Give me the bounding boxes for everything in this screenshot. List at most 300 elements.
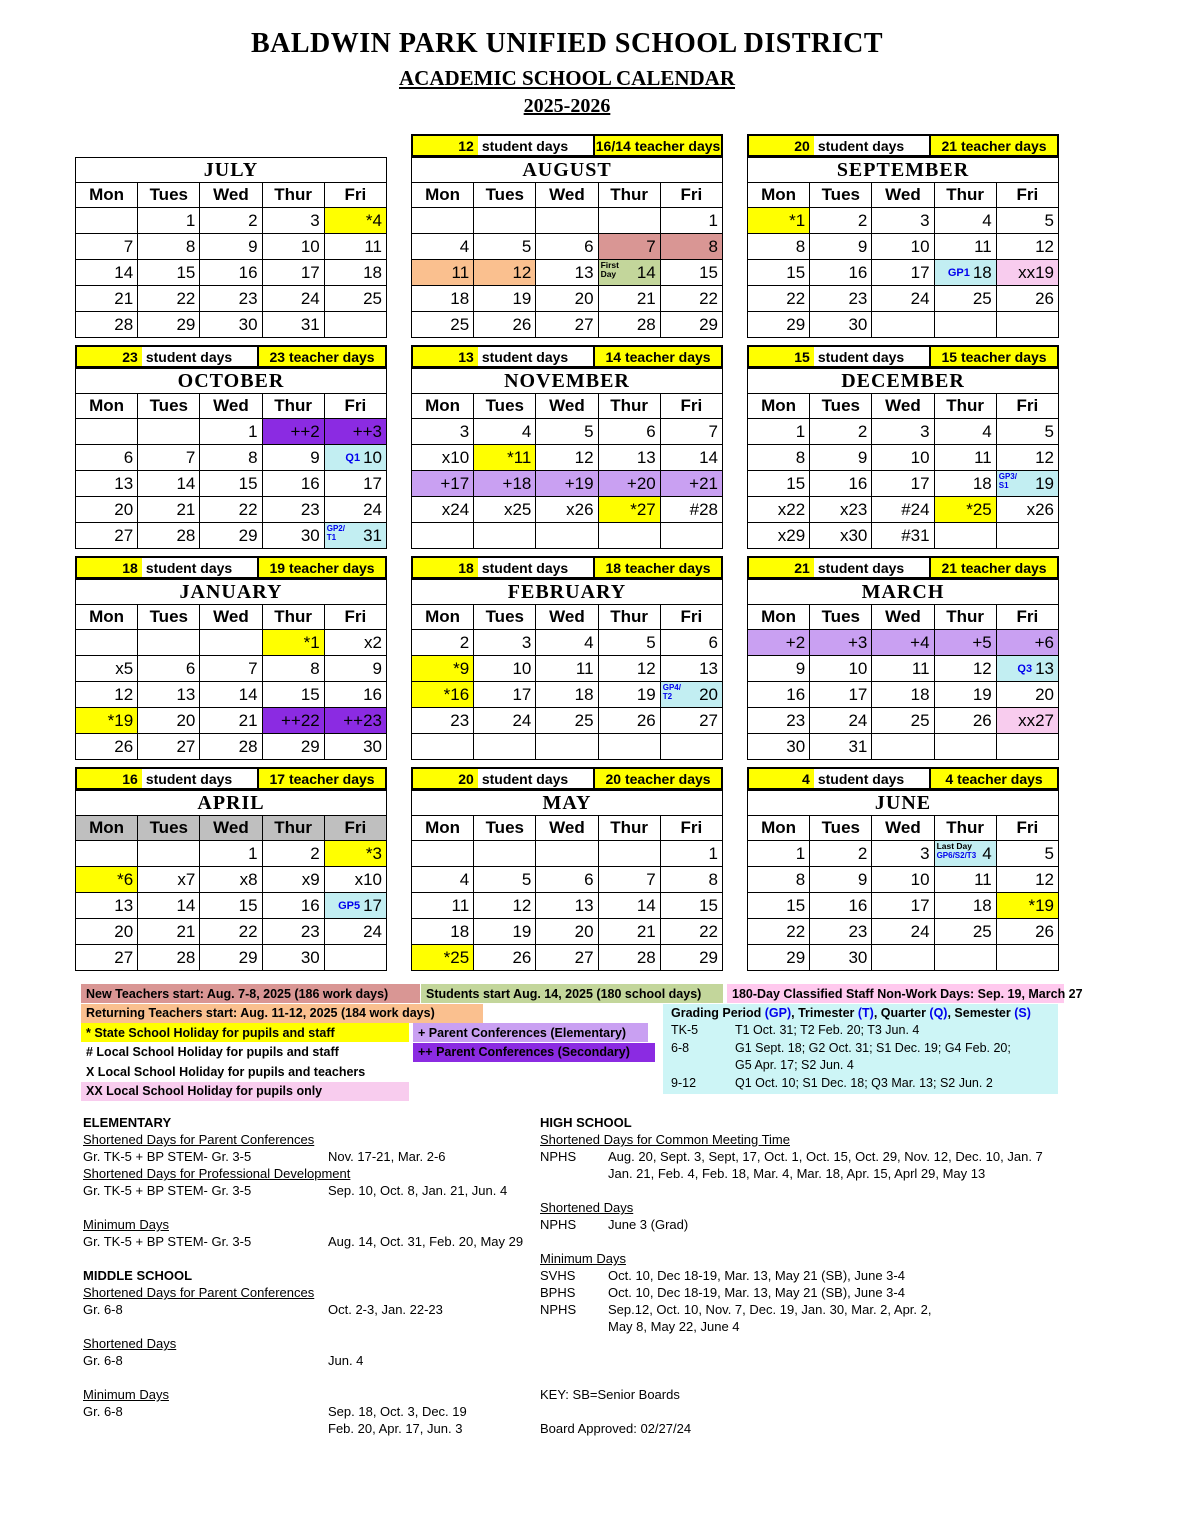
day-number: 10 — [848, 658, 868, 678]
day-number: 5 — [521, 236, 532, 256]
day-cell — [76, 523, 138, 549]
day-cell — [660, 208, 722, 234]
day-cell — [200, 445, 262, 471]
blank-line — [540, 1335, 1059, 1352]
day-annotation — [327, 524, 345, 542]
day-number: 29 — [238, 947, 258, 967]
month-october — [75, 345, 387, 549]
schedule-label: NPHS — [540, 1302, 577, 1317]
day-number: 27 — [114, 947, 134, 967]
day-cell — [200, 708, 262, 734]
day-cell — [76, 419, 138, 445]
teacher-days-cell: 17 teacher days — [259, 767, 387, 790]
day-number: 24 — [910, 921, 930, 941]
student-days-count: 23 — [77, 347, 142, 366]
day-number: *4 — [365, 210, 382, 230]
day-cell — [810, 656, 872, 682]
day-number: 27 — [574, 314, 594, 334]
month-name: APRIL — [76, 791, 387, 816]
section-subheading: Shortened Days — [83, 1336, 177, 1351]
day-cell — [262, 841, 324, 867]
month-january — [75, 556, 387, 760]
day-number: 12 — [512, 895, 532, 915]
day-number: 24 — [363, 499, 382, 519]
day-number: 8 — [795, 447, 806, 467]
day-cell — [810, 523, 872, 549]
day-number: 2 — [248, 210, 258, 230]
month-name-row — [76, 369, 387, 394]
day-cell — [872, 312, 934, 338]
day-cell — [324, 682, 386, 708]
day-number: ++22 — [280, 710, 320, 730]
calendar-table — [411, 579, 723, 760]
grading-annotation-line: GP6/S2/T3 — [936, 851, 977, 860]
month-name: OCTOBER — [76, 369, 387, 394]
day-cell — [76, 286, 138, 312]
week-row — [748, 208, 1059, 234]
legend-state-holiday: * State School Holiday for pupils and staff — [81, 1023, 409, 1042]
grading-row-6-8 — [671, 1040, 1058, 1075]
section-subheading: Shortened Days — [540, 1200, 634, 1215]
grading-header-segment: (T) — [857, 1005, 874, 1020]
day-number: 18 — [574, 684, 594, 704]
schedule-dates: Sep.12, Oct. 10, Nov. 7, Dec. 19, Jan. 30, Mar. 2, Apr. 2, — [608, 1302, 932, 1317]
month-name-row — [76, 580, 387, 605]
month-march — [747, 556, 1059, 760]
day-number: 24 — [363, 921, 382, 941]
day-cell — [810, 471, 872, 497]
day-number: 13 — [699, 658, 718, 678]
day-number: 12 — [636, 658, 656, 678]
day-cell — [138, 630, 200, 656]
day-cell — [934, 497, 996, 523]
day-number: 30 — [300, 947, 320, 967]
grading-tag: GP5 — [338, 899, 361, 912]
day-cell — [76, 656, 138, 682]
day-cell — [872, 841, 934, 867]
week-row — [76, 286, 387, 312]
day-cell — [660, 471, 722, 497]
day-number: 3 — [459, 421, 470, 441]
weekday-tues: Tues — [474, 605, 536, 630]
grading-header-segment: (Q) — [929, 1005, 948, 1020]
legend-returning-teachers: Returning Teachers start: Aug. 11-12, 2025 (184 work days) — [81, 1004, 483, 1023]
day-cell — [598, 893, 660, 919]
day-number: 26 — [636, 710, 656, 730]
day-cell — [536, 234, 598, 260]
day-cell — [598, 419, 660, 445]
schedule-label: Gr. TK-5 + BP STEM- Gr. 3-5 — [83, 1183, 252, 1198]
day-cell — [872, 867, 934, 893]
day-cell — [872, 945, 934, 971]
day-number: x9 — [301, 869, 320, 889]
schedule-row — [83, 1182, 540, 1199]
schedule-row — [83, 1233, 540, 1250]
day-number: 12 — [114, 684, 134, 704]
day-number: 16 — [238, 262, 258, 282]
day-number: 20 — [114, 499, 134, 519]
calendar-table — [75, 790, 387, 971]
month-june — [747, 767, 1059, 971]
week-row — [748, 471, 1059, 497]
day-number: 22 — [786, 921, 806, 941]
day-cell — [598, 523, 660, 549]
week-row — [748, 708, 1059, 734]
weekday-thur: Thur — [262, 183, 324, 208]
student-days-label: student days — [817, 348, 905, 365]
day-number: 10 — [910, 236, 930, 256]
schedule-row — [83, 1352, 540, 1369]
schedule-dates: Oct. 2-3, Jan. 22-23 — [328, 1302, 443, 1317]
week-row — [748, 919, 1059, 945]
week-row — [412, 708, 723, 734]
day-number: 7 — [646, 236, 656, 256]
day-cell — [262, 471, 324, 497]
schedule-dates: June 3 (Grad) — [608, 1217, 689, 1232]
month-name-row — [76, 158, 387, 183]
day-cell — [474, 945, 536, 971]
day-number: 15 — [238, 473, 258, 493]
teacher-days-cell: 16/14 teacher days — [595, 134, 723, 157]
day-cell — [996, 471, 1058, 497]
teacher-days-cell: 21 teacher days — [931, 134, 1059, 157]
day-cell — [660, 234, 722, 260]
day-cell — [660, 312, 722, 338]
student-days-label: student days — [817, 770, 905, 787]
week-row — [412, 419, 723, 445]
week-row — [76, 234, 387, 260]
calendar-table — [411, 368, 723, 549]
week-row — [76, 841, 387, 867]
day-cell — [412, 286, 474, 312]
day-number: 25 — [574, 710, 594, 730]
day-annotation — [999, 472, 1017, 490]
weekday-fri: Fri — [324, 394, 386, 419]
schedule-dates: Oct. 10, Dec 18-19, Mar. 13, May 21 (SB), June 3-4 — [608, 1268, 905, 1283]
day-number: 3 — [920, 843, 930, 863]
calendar-table — [747, 368, 1059, 549]
student-days-label: student days — [817, 559, 905, 576]
day-cell — [660, 893, 722, 919]
weekday-mon: Mon — [412, 394, 474, 419]
day-number: 18 — [450, 921, 470, 941]
schedule-label: Gr. 6-8 — [83, 1404, 123, 1419]
day-number: 28 — [176, 947, 196, 967]
day-cell — [262, 260, 324, 286]
teacher-days-cell: 18 teacher days — [595, 556, 723, 579]
weekday-mon: Mon — [748, 394, 810, 419]
day-cell — [200, 867, 262, 893]
weekday-header-row — [76, 816, 387, 841]
day-cell — [262, 497, 324, 523]
day-cell — [138, 656, 200, 682]
legend-new-teachers: New Teachers start: Aug. 7-8, 2025 (186 work days) — [81, 984, 420, 1003]
schedule-dates: Feb. 20, Apr. 17, Jun. 3 — [328, 1421, 463, 1436]
day-number: 18 — [972, 473, 992, 493]
weekday-thur: Thur — [262, 605, 324, 630]
week-row — [412, 286, 723, 312]
day-cell — [76, 919, 138, 945]
day-number: 14 — [176, 895, 196, 915]
day-cell — [598, 471, 660, 497]
day-cell — [810, 841, 872, 867]
day-number: +6 — [1034, 632, 1054, 652]
day-number: 23 — [300, 499, 320, 519]
day-cell — [412, 919, 474, 945]
day-number: 28 — [114, 314, 134, 334]
day-number: 4 — [982, 843, 992, 863]
day-number: 10 — [363, 447, 382, 467]
day-number: 23 — [450, 710, 470, 730]
student-days-count: 12 — [413, 136, 478, 155]
weekday-wed: Wed — [200, 183, 262, 208]
grading-row-tk-5 — [671, 1022, 1058, 1040]
schedule-label: SVHS — [540, 1268, 576, 1283]
day-cell — [996, 708, 1058, 734]
month-stats-band — [411, 556, 723, 579]
day-cell — [810, 682, 872, 708]
day-number: 24 — [848, 710, 868, 730]
day-cell — [262, 682, 324, 708]
student-days-cell — [75, 345, 259, 368]
day-cell — [412, 419, 474, 445]
grading-tag: GP1 — [947, 266, 970, 279]
day-cell — [810, 708, 872, 734]
day-number: 9 — [857, 447, 868, 467]
week-row — [412, 312, 723, 338]
day-number: 14 — [699, 447, 718, 467]
day-cell — [138, 919, 200, 945]
day-cell — [660, 497, 722, 523]
day-number: 18 — [363, 262, 382, 282]
day-cell — [474, 286, 536, 312]
weekday-mon: Mon — [748, 183, 810, 208]
day-number: 30 — [848, 947, 868, 967]
day-cell — [474, 471, 536, 497]
week-row — [76, 656, 387, 682]
day-number: 19 — [1035, 473, 1054, 493]
day-cell — [76, 260, 138, 286]
day-number: +17 — [440, 473, 470, 493]
day-number: 28 — [238, 736, 258, 756]
day-cell — [324, 471, 386, 497]
day-number: 2 — [857, 843, 868, 863]
day-number: 8 — [248, 447, 258, 467]
day-cell — [536, 656, 598, 682]
month-name-row — [412, 791, 723, 816]
day-number: 27 — [114, 525, 134, 545]
day-number: 26 — [512, 947, 532, 967]
weekday-thur: Thur — [598, 183, 660, 208]
month-december — [747, 345, 1059, 549]
day-cell — [598, 708, 660, 734]
day-cell — [200, 208, 262, 234]
day-number: 1 — [795, 843, 806, 863]
day-cell — [996, 841, 1058, 867]
month-stats-band — [75, 767, 387, 790]
weekday-header-row — [748, 605, 1059, 630]
schedule-row — [83, 1420, 540, 1437]
day-cell — [76, 867, 138, 893]
day-number: 25 — [910, 710, 930, 730]
section-subheading: Shortened Days for Parent Conferences — [83, 1132, 315, 1147]
day-number: +2 — [785, 632, 806, 652]
day-number: 14 — [636, 262, 656, 282]
grade-dates-line: G5 Apr. 17; S2 Jun. 4 — [735, 1058, 854, 1072]
day-cell — [412, 497, 474, 523]
day-cell — [200, 841, 262, 867]
weekday-tues: Tues — [810, 816, 872, 841]
day-cell — [474, 523, 536, 549]
day-cell — [598, 841, 660, 867]
day-number: 21 — [114, 288, 134, 308]
day-number: 2 — [310, 843, 320, 863]
day-number: 17 — [363, 895, 382, 915]
day-number: 2 — [857, 210, 868, 230]
week-row — [748, 630, 1059, 656]
student-days-count: 18 — [413, 558, 478, 577]
day-cell — [412, 682, 474, 708]
day-number: x25 — [503, 499, 532, 519]
day-cell — [536, 312, 598, 338]
schedule-row — [540, 1284, 1059, 1301]
day-number: 20 — [176, 710, 196, 730]
day-number: 8 — [795, 236, 806, 256]
day-cell — [872, 708, 934, 734]
day-number: 27 — [176, 736, 196, 756]
day-cell — [536, 419, 598, 445]
day-cell — [324, 841, 386, 867]
weekday-fri: Fri — [660, 816, 722, 841]
week-row — [412, 523, 723, 549]
day-number: 19 — [512, 921, 532, 941]
day-cell — [200, 523, 262, 549]
day-number: 27 — [574, 947, 594, 967]
day-cell — [996, 656, 1058, 682]
weekday-fri: Fri — [660, 605, 722, 630]
day-number: 16 — [363, 684, 382, 704]
day-cell — [996, 523, 1058, 549]
section-subheading: Minimum Days — [83, 1217, 169, 1232]
day-cell — [872, 682, 934, 708]
day-number: 12 — [512, 262, 532, 282]
day-annotation — [663, 683, 681, 701]
day-number: x22 — [777, 499, 806, 519]
blank-line — [540, 1403, 1059, 1420]
day-annotation — [937, 842, 977, 860]
student-days-count: 20 — [413, 769, 478, 788]
day-cell — [996, 893, 1058, 919]
day-cell — [872, 260, 934, 286]
day-cell — [996, 497, 1058, 523]
student-days-count: 18 — [77, 558, 142, 577]
grade-dates — [735, 1040, 1011, 1075]
day-number: 8 — [310, 658, 320, 678]
schedule-label — [540, 1318, 608, 1335]
day-cell — [474, 893, 536, 919]
weekday-header-row — [76, 605, 387, 630]
day-number: 24 — [512, 710, 532, 730]
day-number: xx27 — [1018, 710, 1054, 730]
day-number: 26 — [512, 314, 532, 334]
weekday-tues: Tues — [810, 183, 872, 208]
day-number: 10 — [512, 658, 532, 678]
day-cell — [536, 445, 598, 471]
day-number: 22 — [238, 921, 258, 941]
day-cell — [996, 445, 1058, 471]
student-days-label: student days — [145, 348, 233, 365]
day-number: 12 — [1035, 236, 1054, 256]
month-name: AUGUST — [412, 158, 723, 183]
grading-period-header — [671, 1005, 1058, 1023]
grading-period-box — [663, 1004, 1058, 1094]
month-stats-band — [75, 556, 387, 579]
day-cell — [412, 260, 474, 286]
teacher-days-cell: 14 teacher days — [595, 345, 723, 368]
day-number: 23 — [300, 921, 320, 941]
month-name-row — [748, 369, 1059, 394]
day-cell — [934, 445, 996, 471]
day-number: 15 — [238, 895, 258, 915]
weekday-mon: Mon — [76, 605, 138, 630]
day-number: +3 — [847, 632, 868, 652]
schedule-dates: Jan. 21, Feb. 4, Feb. 18, Mar. 4, Mar. 18, Apr. 15, Aprl 29, May 13 — [608, 1166, 986, 1181]
day-number: *25 — [966, 499, 992, 519]
day-number: 5 — [646, 632, 656, 652]
day-number: 27 — [699, 710, 718, 730]
day-number: 20 — [1035, 684, 1054, 704]
day-cell — [412, 734, 474, 760]
weekday-tues: Tues — [474, 183, 536, 208]
day-number: +19 — [564, 473, 594, 493]
grade-range: 6-8 — [671, 1040, 690, 1055]
weekday-tues: Tues — [810, 394, 872, 419]
week-row — [76, 312, 387, 338]
day-number: 21 — [636, 921, 656, 941]
day-number: 21 — [636, 288, 656, 308]
day-cell — [412, 708, 474, 734]
grading-tag: Q1 — [345, 451, 361, 464]
day-number: +20 — [626, 473, 656, 493]
day-number: *1 — [303, 632, 320, 652]
calendar-table — [75, 579, 387, 760]
day-number: 5 — [1044, 210, 1054, 230]
day-cell — [872, 893, 934, 919]
day-cell — [324, 286, 386, 312]
week-row — [748, 312, 1059, 338]
day-cell — [76, 234, 138, 260]
weekday-mon: Mon — [76, 394, 138, 419]
teacher-days-cell: 15 teacher days — [931, 345, 1059, 368]
day-cell — [660, 734, 722, 760]
day-number: 12 — [1035, 869, 1054, 889]
day-number: 15 — [786, 473, 806, 493]
day-cell — [660, 708, 722, 734]
weekday-header-row — [412, 183, 723, 208]
weekday-wed: Wed — [536, 605, 598, 630]
month-stats-band — [411, 134, 723, 157]
day-cell — [748, 841, 810, 867]
day-number: 3 — [920, 210, 930, 230]
day-cell — [748, 286, 810, 312]
day-number: 12 — [972, 658, 992, 678]
legend — [75, 984, 1083, 1102]
legend-local-holiday-staff: # Local School Holiday for pupils and staff — [86, 1045, 339, 1059]
week-row — [76, 867, 387, 893]
day-cell — [138, 841, 200, 867]
day-cell — [200, 497, 262, 523]
day-number: *9 — [453, 658, 470, 678]
